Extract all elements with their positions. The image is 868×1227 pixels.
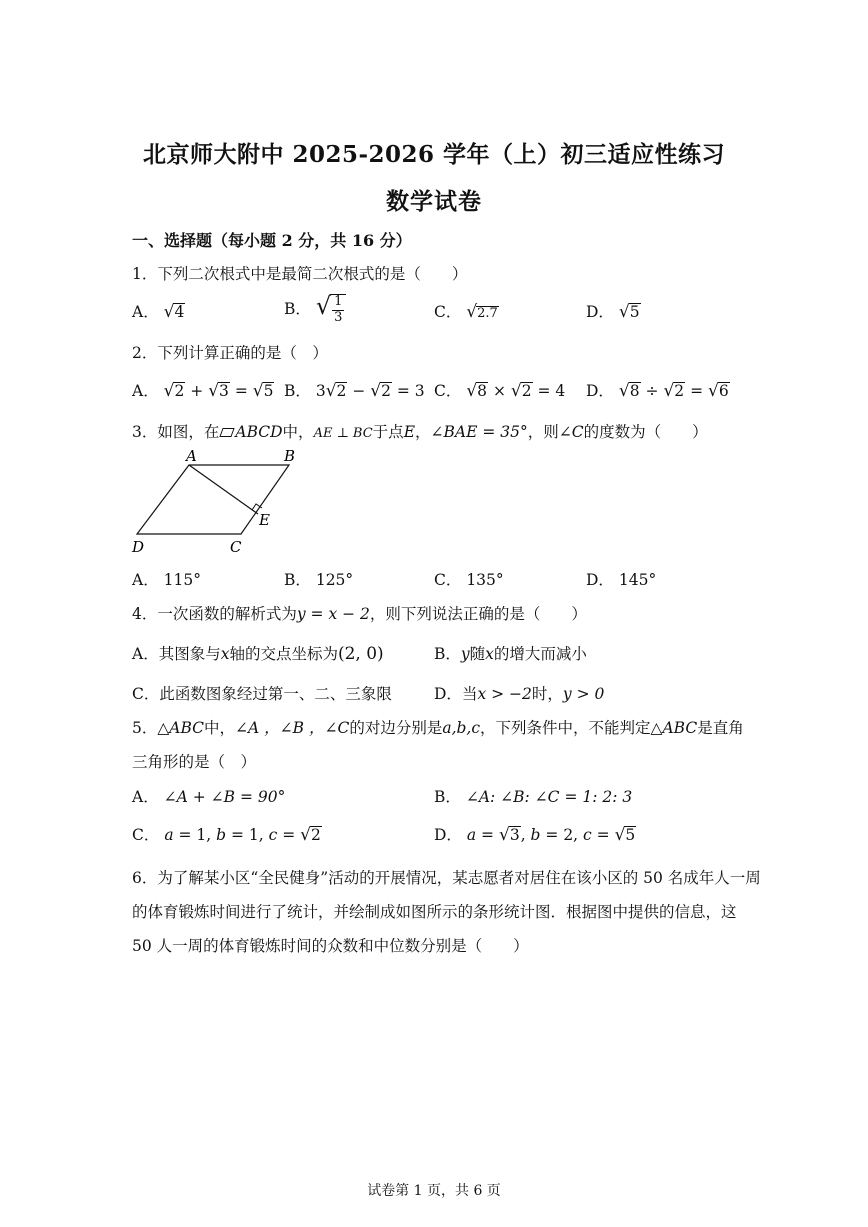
q5-option-d: D． a = √3, b = 2, c = √5	[434, 825, 636, 845]
q4-option-a: A．其图象与x轴的交点坐标为(2, 0)	[132, 644, 384, 664]
point-a-label: A	[186, 447, 197, 465]
q1-option-b: B． √ $\frac{1}{3}$	[284, 292, 346, 325]
point-c-label: C	[230, 538, 242, 556]
question-6-stem-line2: 的体育锻炼时间进行了统计，并绘制成如图所示的条形统计图．根据图中提供的信息，这	[132, 903, 737, 921]
q5-option-c: C． a = 1, b = 1, c = √2	[132, 825, 321, 845]
q3-option-c: C． 135°	[434, 571, 504, 589]
point-e-label: E	[259, 511, 270, 529]
exam-subtitle: 数学试卷	[386, 188, 482, 215]
q3-option-d: D． 145°	[586, 571, 657, 589]
parallelogram-figure	[130, 446, 296, 558]
question-5-stem-line1: 5．△ABC中，∠A ，∠B ，∠C的对边分别是a,b,c，下列条件中，不能判定△ABC是直角	[132, 719, 744, 737]
q4-option-b: B．y随x的增大而减小	[434, 645, 587, 663]
q1-option-c: C． √2.7	[434, 302, 498, 322]
question-3-stem: 3．如图，在 ABCD中，AE ⊥ BC于点E，∠BAE = 35°，则∠C的度数为（ ）	[132, 423, 708, 441]
q3-option-b: B． 125°	[284, 571, 354, 589]
q1-option-a: A． √4	[132, 302, 185, 322]
question-4-stem: 4．一次函数的解析式为y = x − 2，则下列说法正确的是（ ）	[132, 605, 587, 623]
q3-option-a: A． 115°	[132, 571, 201, 589]
q1-option-d: D． √5	[586, 302, 640, 322]
q2-option-d: D． √8 ÷ √2 = √6	[586, 381, 729, 401]
q5-option-b: B． ∠A: ∠B: ∠C = 1: 2: 3	[434, 788, 633, 806]
q4-option-d: D．当x > −2时，y > 0	[434, 685, 605, 703]
q2-option-b: B． 3√2 − √2 = 3	[284, 381, 425, 401]
point-d-label: D	[132, 538, 145, 556]
question-1-stem: 1．下列二次根式中是最简二次根式的是（ ）	[132, 265, 468, 283]
point-b-label: B	[284, 447, 296, 465]
question-6-stem-line1: 6．为了解某小区“全民健身”活动的开展情况，某志愿者对居住在该小区的 50 名成年人一周	[132, 869, 761, 887]
question-6-stem-line3: 50 人一周的体育锻炼时间的众数和中位数分别是（ ）	[132, 937, 529, 955]
page-footer: 试卷第 1 页，共 6 页	[367, 1183, 501, 1199]
question-2-stem: 2．下列计算正确的是（ ）	[132, 344, 328, 362]
section-heading: 一、选择题（每小题 2 分，共 16 分）	[132, 231, 412, 250]
parallelogram-symbol-icon	[220, 428, 235, 437]
question-5-stem-line2: 三角形的是（ ）	[132, 753, 257, 771]
q4-option-c: C．此函数图象经过第一、二、三象限	[132, 685, 392, 703]
q2-option-c: C． √8 × √2 = 4	[434, 381, 566, 401]
q2-option-a: A． √2 + √3 = √5	[132, 381, 274, 401]
q5-option-a: A． ∠A + ∠B = 90°	[132, 788, 286, 806]
exam-title: 北京师大附中 2025-2026 学年（上）初三适应性练习	[142, 141, 726, 168]
